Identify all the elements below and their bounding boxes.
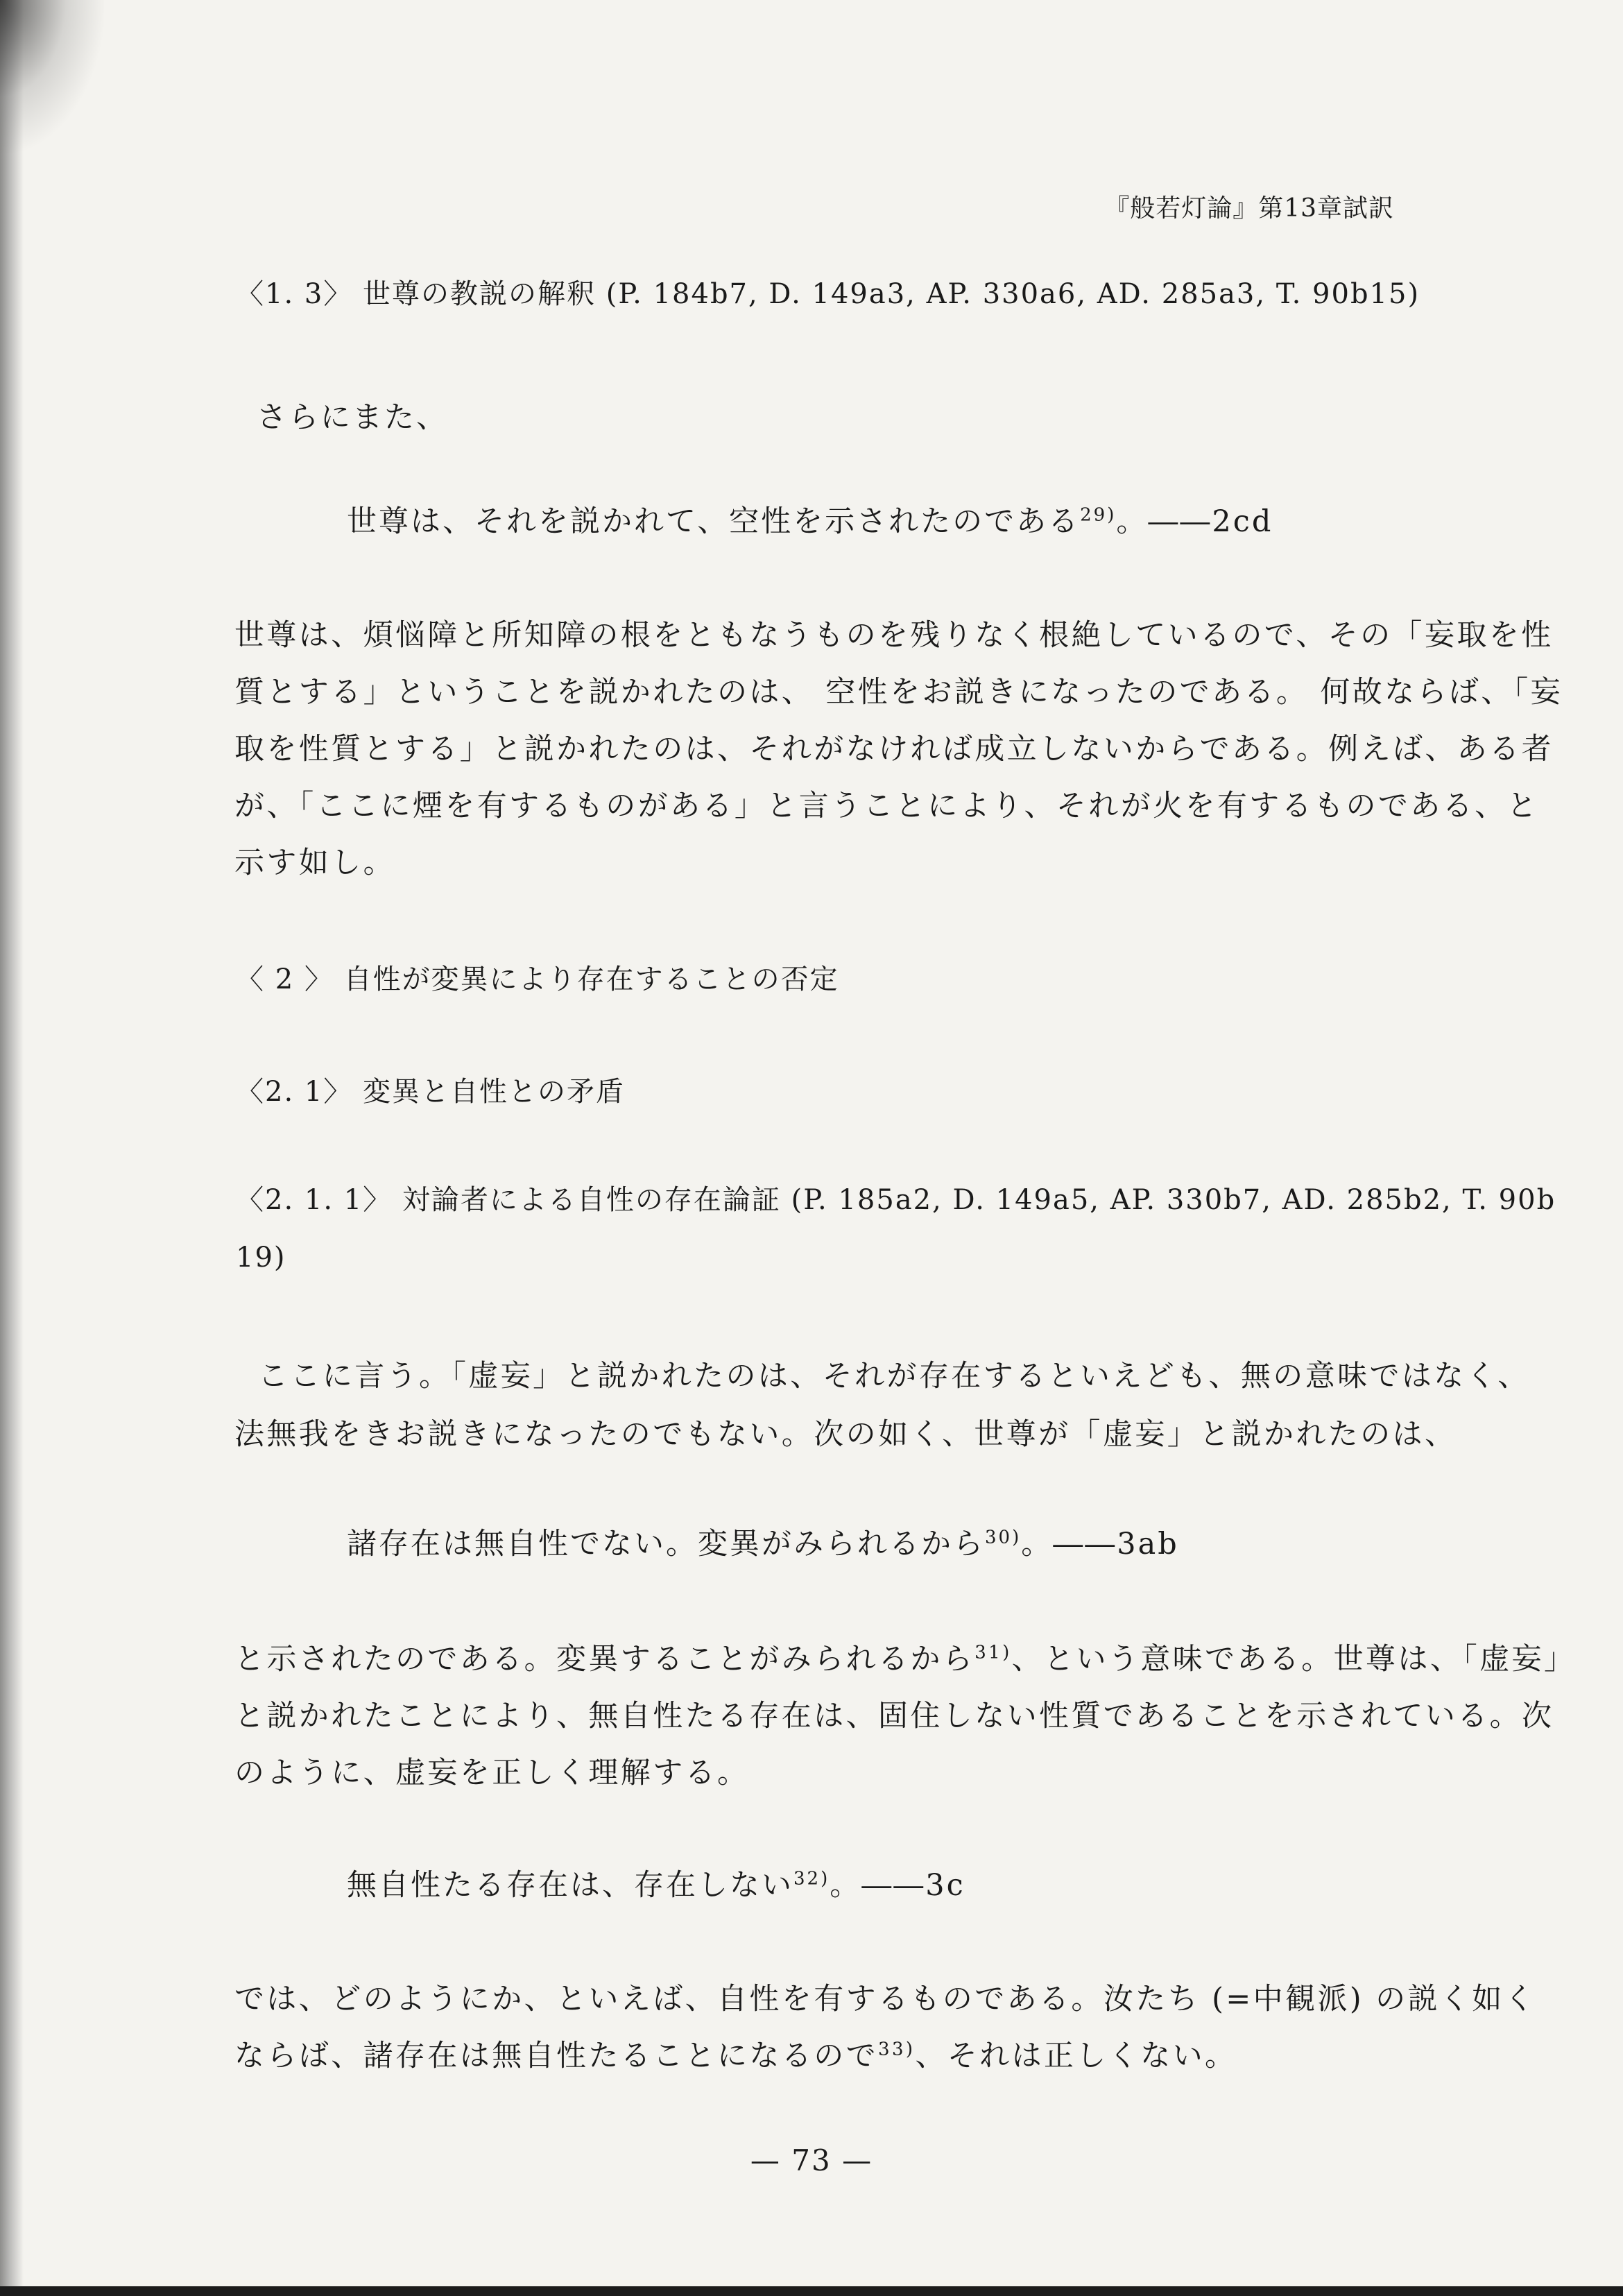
paragraph-line: のように、虚妄を正しく理解する。 <box>234 1756 750 1790</box>
verse-suffix: 。――2cd <box>1116 504 1273 539</box>
scan-edge-shadow <box>0 0 24 2296</box>
verse-suffix: 。――3c <box>830 1868 965 1903</box>
paragraph-line: ならば、諸存在は無自性たることになるので$^{33)}$、それは正しくない。 <box>234 2039 1237 2073</box>
paragraph-line: 示す如し。 <box>234 846 395 880</box>
verse-text: 無自性たる存在は、存在しない <box>347 1868 793 1903</box>
paragraph-line: が、「ここに煙を有するものがある」と言うことにより、それが火を有するものである、と <box>234 789 1539 823</box>
footnote-ref: 31) <box>974 1642 1012 1663</box>
running-header: 『般若灯論』第13章試訳 <box>1104 194 1394 223</box>
paragraph-line: 世尊は、煩悩障と所知障の根をともなうものを残りなく根絶しているので、その「妄取を性 <box>234 618 1554 653</box>
paragraph-line: ここに言う。「虚妄」と説かれたのは、それが存在するといえども、無の意味ではなく、 <box>258 1359 1530 1394</box>
section-heading-2-1-1-cont: 19) <box>236 1242 286 1274</box>
section-heading-2-1: 〈2. 1〉 変異と自性との矛盾 <box>236 1076 626 1108</box>
paragraph-line: 法無我をきお説きになったのでもない。次の如く、世尊が「虚妄」と説かれたのは、 <box>234 1417 1457 1452</box>
scan-bottom-edge <box>0 2286 1623 2296</box>
section-heading-1-3: 〈1. 3〉 世尊の教説の解釈 (P. 184b7, D. 149a3, AP. 330a6, AD. 285a3, T. 90b15) <box>236 278 1420 310</box>
paragraph-line: 質とする」ということを説かれたのは、 空性をお説きになったのである。 何故ならば、「妄 <box>234 675 1563 710</box>
verse-suffix: 。――3ab <box>1021 1527 1179 1561</box>
paragraph-line: と示されたのである。変異することがみられるから$^{31)}$、という意味である。世尊は、「虚妄」 <box>234 1642 1577 1677</box>
section-heading-2: 〈 2 〉 自性が変異により存在することの否定 <box>236 963 839 995</box>
verse-3ab <box>347 1520 1179 1563</box>
verse-text: 世尊は、それを説かれて、空性を示されたのである <box>347 504 1081 539</box>
footnote-ref: 29) <box>1080 504 1117 526</box>
footnote-ref: 30) <box>985 1527 1022 1548</box>
paragraph-line: 取を性質とする」と説かれたのは、それがなければ成立しないからである。例えば、ある者 <box>234 732 1554 766</box>
paragraph-line: では、どのようにか、といえば、自性を有するものである。汝たち (=中観派) の説く如く <box>234 1982 1537 2016</box>
paragraph-line: と説かれたことにより、無自性たる存在は、固住しない性質であることを示されている。次 <box>234 1699 1554 1733</box>
page-number: — 73 — <box>750 2143 873 2177</box>
scan-corner-shadow <box>0 0 104 153</box>
verse-2cd <box>347 498 1273 540</box>
footnote-ref: 33) <box>878 2039 916 2060</box>
section-heading-2-1-1: 〈2. 1. 1〉 対論者による自性の存在論証 (P. 185a2, D. 149a5, AP. 330b7, AD. 285b2, T. 90b <box>236 1184 1556 1216</box>
verse-3c <box>347 1862 965 1904</box>
verse-text: 諸存在は無自性でない。変異がみられるから <box>347 1527 985 1561</box>
intro-line: さらにまた、 <box>257 400 448 435</box>
footnote-ref: 32) <box>793 1868 830 1890</box>
